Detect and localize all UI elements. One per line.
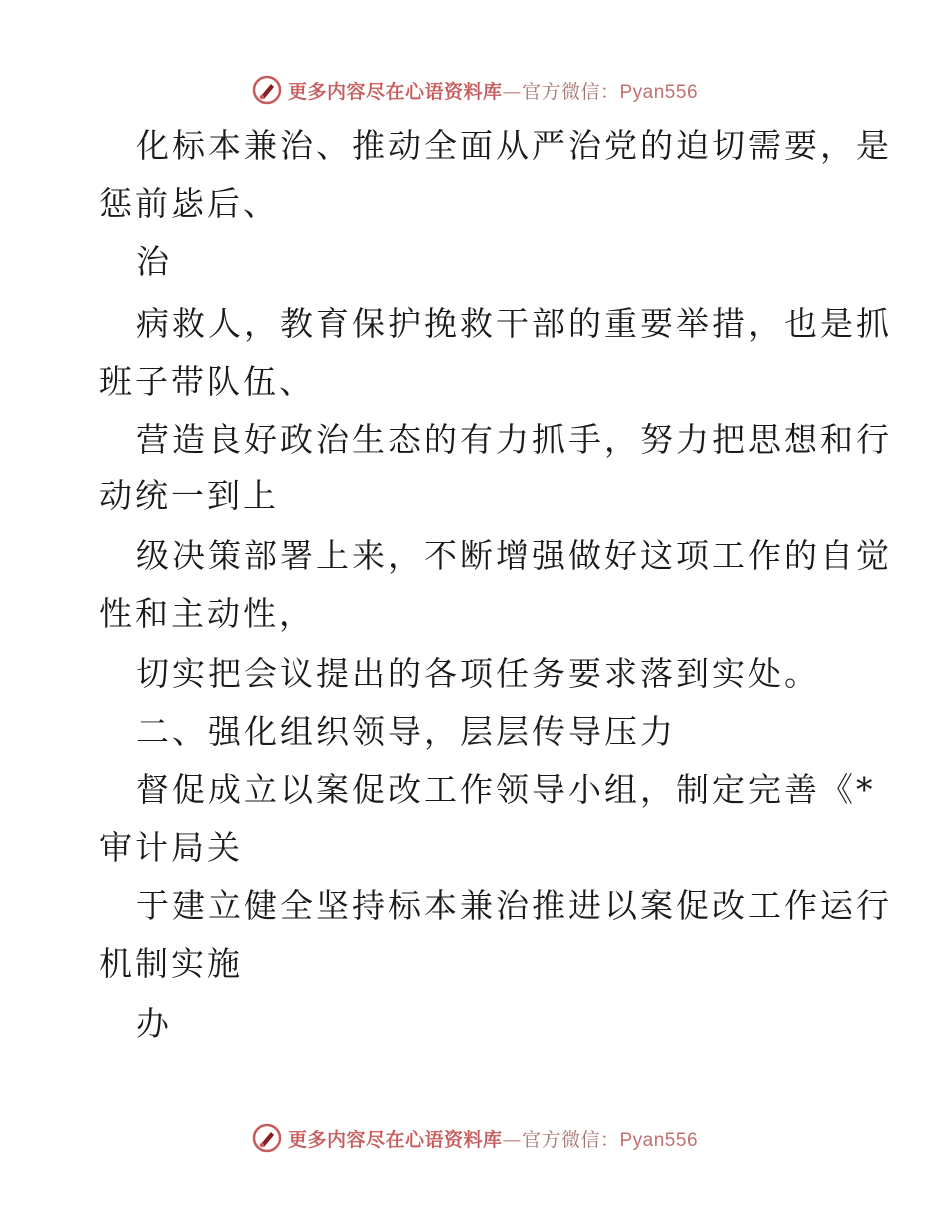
- banner-text: [288, 1125, 698, 1152]
- header-banner: [0, 70, 950, 110]
- paragraph-line: 惩前毖后、: [99, 184, 279, 223]
- paragraph-line: 机制实施: [99, 944, 243, 983]
- banner-separator: —: [502, 1128, 522, 1151]
- paragraph-line: 动统一到上: [99, 476, 279, 515]
- banner-brand: 更多内容尽在心语资料库: [287, 1128, 503, 1151]
- banner-brand: 更多内容尽在心语资料库: [287, 80, 503, 103]
- paragraph-line: 级决策部署上来，不断增强做好这项工作的自觉: [136, 536, 892, 575]
- footer-banner: [0, 1118, 950, 1158]
- paragraph-line: 营造良好政治生态的有力抓手，努力把思想和行: [136, 420, 892, 459]
- banner-separator: —: [502, 80, 522, 103]
- section-heading: 二、强化组织领导，层层传导压力: [136, 712, 676, 751]
- paragraph-line: 性和主动性，: [99, 594, 315, 633]
- pen-nib-logo-icon: [252, 75, 282, 105]
- paragraph-line: 于建立健全坚持标本兼治推进以案促改工作运行: [136, 886, 892, 925]
- paragraph-line: 审计局关: [99, 828, 243, 867]
- banner-text: [288, 77, 698, 104]
- paragraph-line: 班子带队伍、: [99, 362, 315, 401]
- banner-label: 官方微信：: [521, 80, 620, 103]
- banner-wechat-id: Pyan556: [619, 81, 699, 103]
- pen-nib-logo-icon: [252, 1123, 282, 1153]
- paragraph-line: 病救人，教育保护挽救干部的重要举措，也是抓: [136, 304, 892, 343]
- paragraph-line: 化标本兼治、推动全面从严治党的迫切需要，是: [136, 126, 892, 165]
- banner-wechat-id: Pyan556: [619, 1129, 699, 1151]
- paragraph-line: 治: [136, 242, 172, 281]
- paragraph-line: 督促成立以案促改工作领导小组，制定完善《*: [136, 770, 876, 809]
- paragraph-line: 切实把会议提出的各项任务要求落到实处。: [136, 654, 820, 693]
- banner-label: 官方微信：: [521, 1128, 620, 1151]
- paragraph-line: 办: [136, 1004, 172, 1043]
